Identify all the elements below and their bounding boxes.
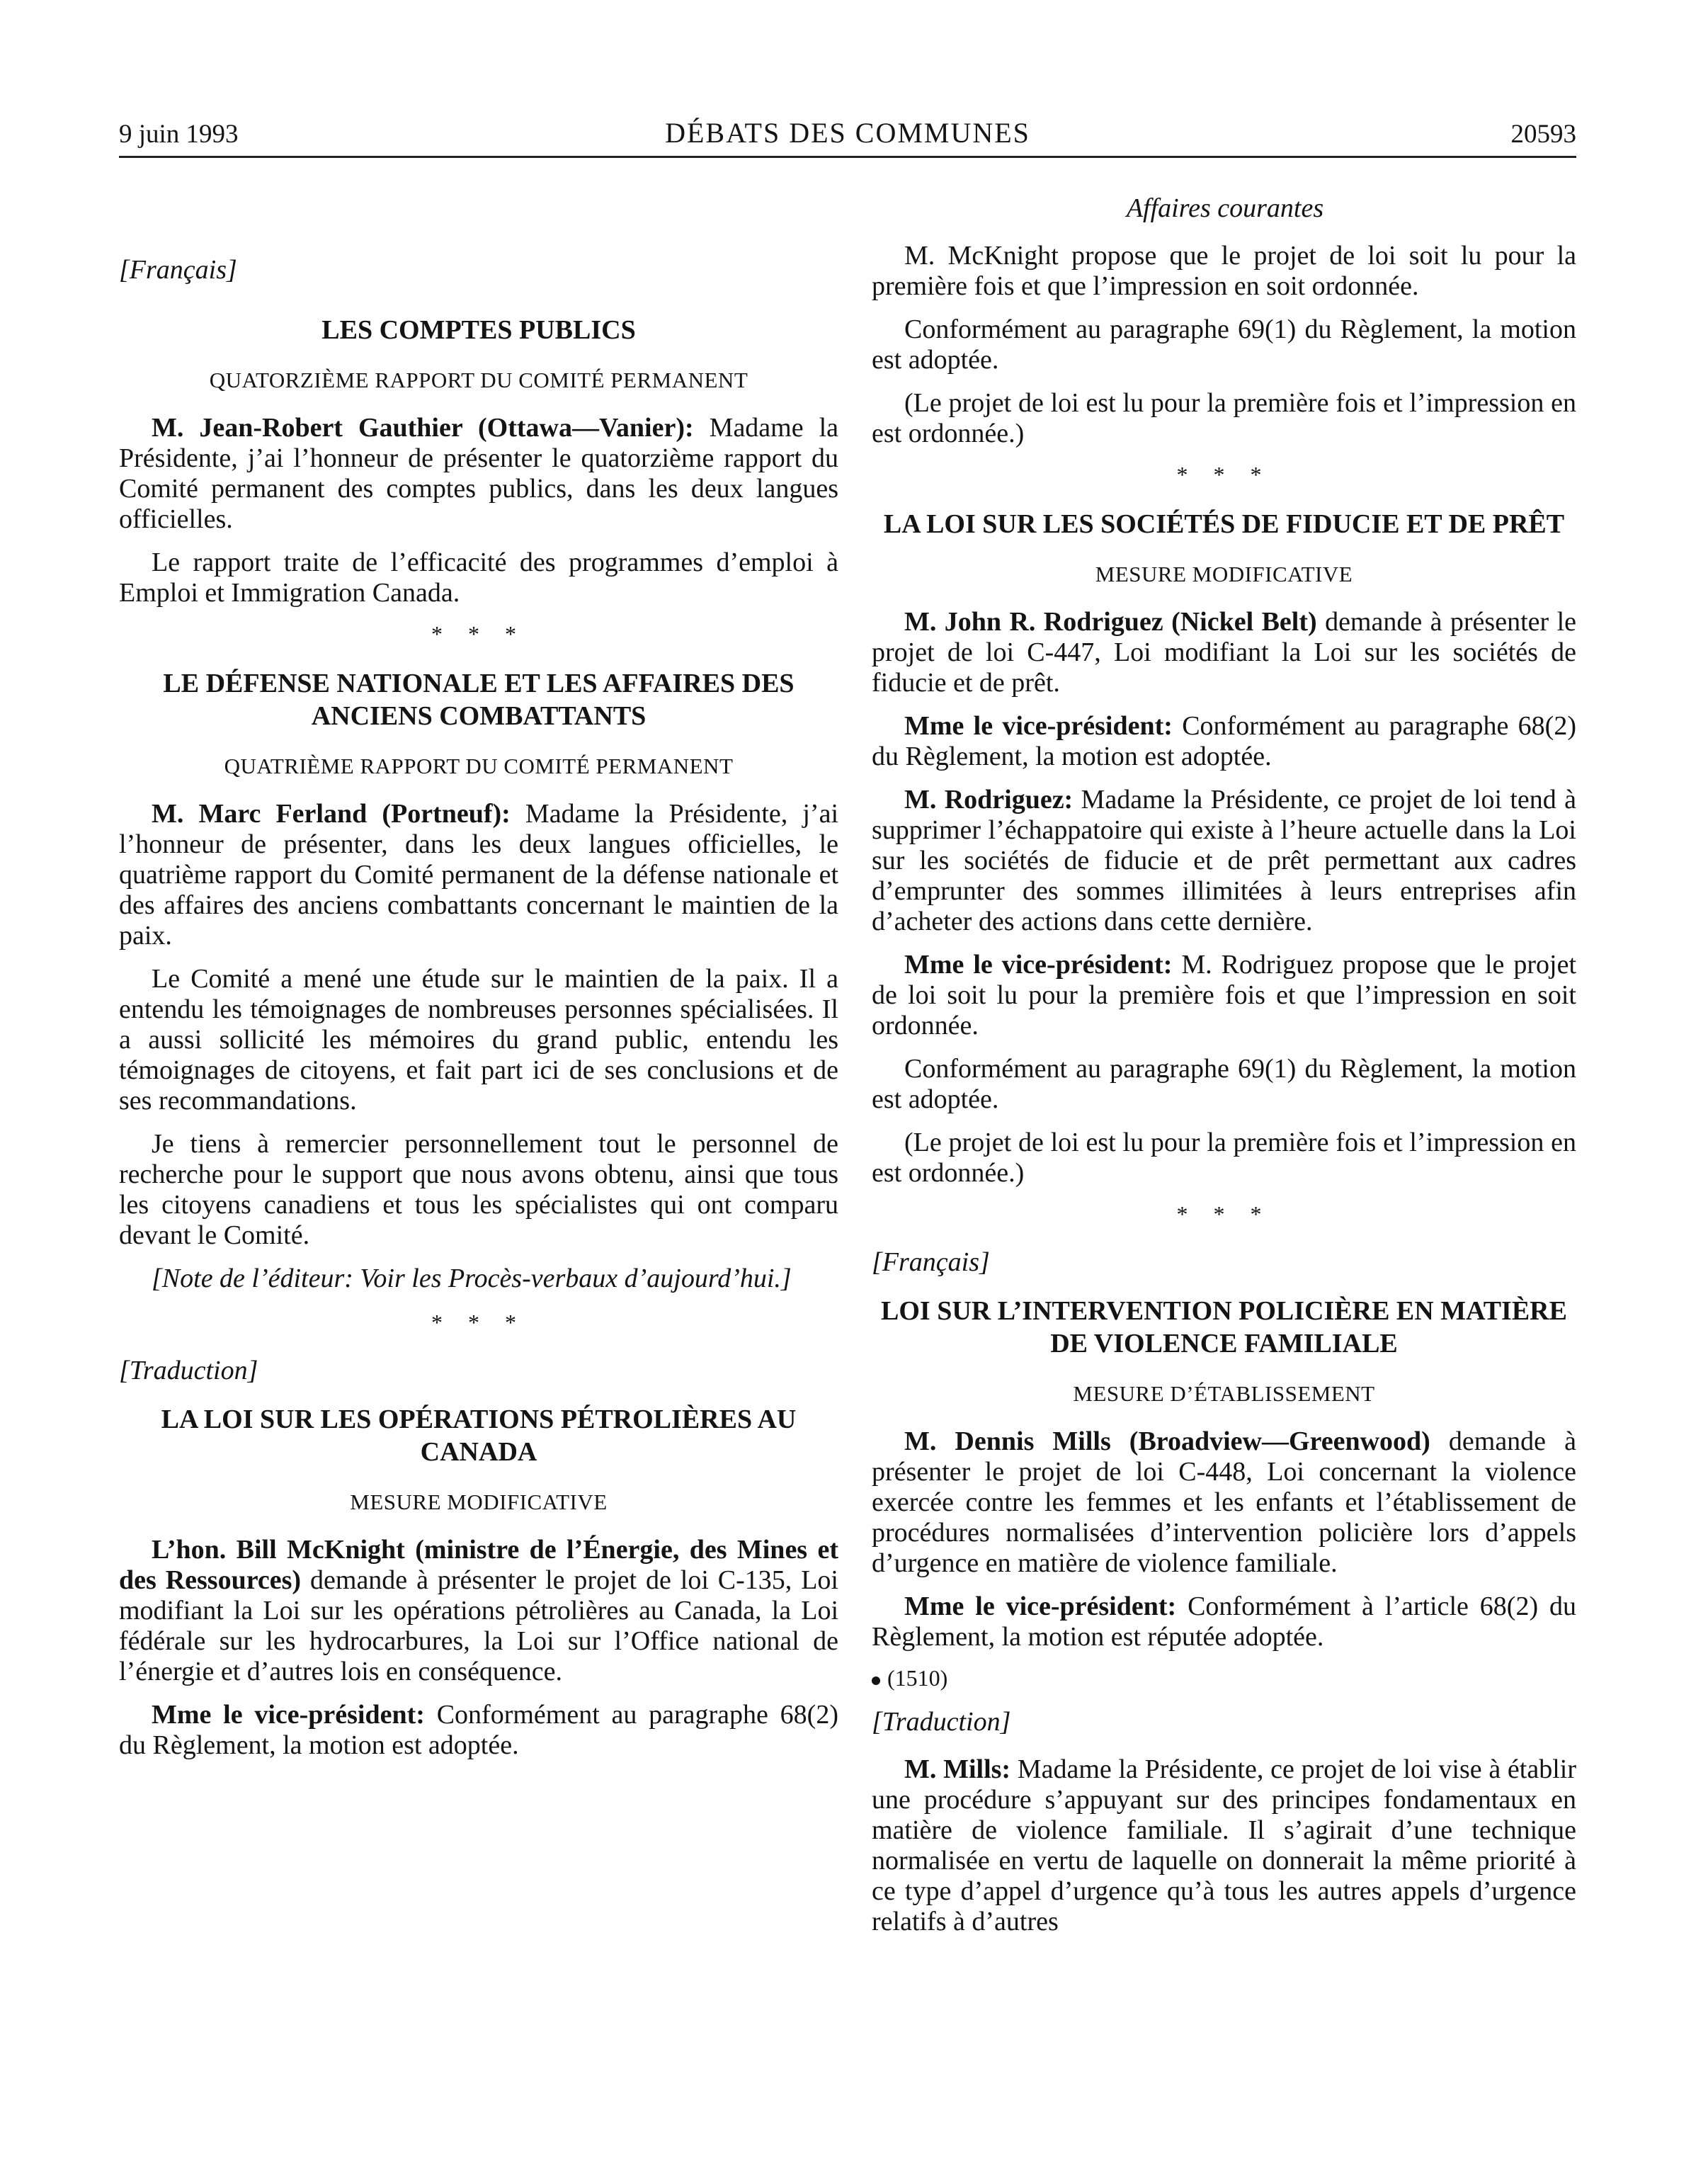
paragraph xyxy=(119,1535,838,1687)
speech-text: Conformément au paragraphe 68(2) du Règlement, la motion est adoptée. xyxy=(119,1700,838,1760)
speaker-name: M. Marc Ferland (Portneuf): xyxy=(152,799,511,829)
speech-text: Madame la Présidente, ce projet de loi vise à établir une procédure s’appuyant sur des principes fondamentaux en matière de violence familiale. Il s’agirait d’une technique normalisée en vertu de laquelle on donnerait la même priorité à ce type d’appel d’urgence qu’à tous les autres appels d’urgence relatifs à d’autres xyxy=(872,1754,1576,1936)
paragraph xyxy=(119,799,838,951)
subheading-fiducie: MESURE MODIFICATIVE xyxy=(1095,562,1353,586)
subheading-petroliere: MESURE MODIFICATIVE xyxy=(350,1490,608,1514)
speech-text: Madame la Présidente, j’ai l’honneur de présenter, dans les deux langues officielles, le quatrième rapport du Comité permanent de la défense nationale et des affaires des anciens combattants concernant le maintien de la paix. xyxy=(119,799,839,951)
speaker-name: M. Mills: xyxy=(904,1754,1011,1784)
section-separator: * * * xyxy=(1176,1201,1272,1227)
heading-petroliere: LA LOI SUR LES OPÉRATIONS PÉTROLIÈRES AU CANADA xyxy=(161,1405,797,1467)
speaker-name: Mme le vice-président: xyxy=(904,711,1173,741)
left-column xyxy=(119,241,838,1774)
paragraph xyxy=(872,785,1576,937)
heading-violence: LOI SUR L’INTERVENTION POLICIÈRE EN MATIÈRE DE VIOLENCE FAMILIALE xyxy=(881,1296,1567,1358)
header-date: 9 juin 1993 xyxy=(119,120,239,149)
paragraph: Conformément au paragraphe 69(1) du Règlement, la motion est adoptée. xyxy=(872,314,1576,375)
paragraph xyxy=(872,607,1576,698)
subheading-defense: QUATRIÈME RAPPORT DU COMITÉ PERMANENT xyxy=(224,754,734,778)
paragraph: (Le projet de loi est lu pour la première fois et l’impression en est ordonnée.) xyxy=(872,1128,1576,1188)
speaker-name: Mme le vice-président: xyxy=(152,1700,425,1730)
language-tag: [Français] xyxy=(872,1247,990,1277)
paragraph xyxy=(872,1592,1576,1652)
section-title: Affaires courantes xyxy=(1126,193,1324,223)
running-header xyxy=(119,113,1576,158)
timestamp: (1510) xyxy=(887,1665,948,1691)
heading-fiducie: LA LOI SUR LES SOCIÉTÉS DE FIDUCIE ET DE PRÊT xyxy=(883,509,1565,539)
page-number: 20593 xyxy=(1510,120,1576,149)
speaker-name: L’hon. Bill McKnight (ministre de l’Énergie, des Mines et des Ressources) xyxy=(119,1535,838,1595)
paragraph xyxy=(872,711,1576,772)
speech-text: demande à présenter le projet de loi C-447, Loi modifiant la Loi sur les sociétés de fiducie et de prêt. xyxy=(872,607,1576,698)
right-column xyxy=(872,241,1576,1950)
section-separator: * * * xyxy=(1176,462,1272,487)
language-tag: [Traduction] xyxy=(872,1707,1011,1737)
paragraph: Le Comité a mené une étude sur le maintien de la paix. Il a entendu les témoignages de nombreuses personnes spécialisées. Il a aussi sollicité les mémoires du grand public, entendu les témoignages de citoyens, et fait part ici de ses conclusions et de ses recommandations. xyxy=(119,964,838,1116)
section-separator: * * * xyxy=(431,621,526,647)
paragraph: (Le projet de loi est lu pour la première fois et l’impression en est ordonnée.) xyxy=(872,388,1576,448)
speaker-name: M. John R. Rodriguez (Nickel Belt) xyxy=(904,607,1317,637)
speaker-name: Mme le vice-président: xyxy=(904,950,1173,980)
paragraph: Conformément au paragraphe 69(1) du Règlement, la motion est adoptée. xyxy=(872,1054,1576,1114)
subheading-violence: MESURE D’ÉTABLISSEMENT xyxy=(1073,1381,1375,1406)
editor-note xyxy=(119,1264,838,1294)
paragraph: Le rapport traite de l’efficacité des programmes d’emploi à Emploi et Immigration Canada. xyxy=(119,547,838,608)
bullet-icon xyxy=(872,1676,880,1685)
speech-text: demande à présenter le projet de loi C-135, Loi modifiant la Loi sur les opérations pétrolières au Canada, la Loi fédérale sur les hydrocarbures, la Loi sur l’Office national de l’énergie et d’autres lois en conséquence. xyxy=(119,1565,838,1686)
speech-text: Madame la Présidente, ce projet de loi tend à supprimer l’échappatoire qui existe à l’heure actuelle dans la Loi sur les sociétés de fiducie et de prêt permettant aux cadres d’emprunter des sommes illimitées à leurs entreprises afin d’acheter des actions dans cette dernière. xyxy=(872,785,1576,936)
header-title: DÉBATS DES COMMUNES xyxy=(665,117,1030,149)
speech-text: demande à présenter le projet de loi C-448, Loi concernant la violence exercée contre les femmes et les enfants et l’établissement de procédures normalisées d’intervention policière lors d’appels d’urgence en matière de violence familiale. xyxy=(872,1426,1576,1578)
paragraph: M. McKnight propose que le projet de loi soit lu pour la première fois et que l’impression en soit ordonnée. xyxy=(872,241,1576,301)
speaker-name: Mme le vice-président: xyxy=(904,1592,1177,1621)
subheading-comptes: QUATORZIÈME RAPPORT DU COMITÉ PERMANENT xyxy=(209,368,748,392)
paragraph xyxy=(872,1754,1576,1937)
heading-defense: LE DÉFENSE NATIONALE ET LES AFFAIRES DES ANCIENS COMBATTANTS xyxy=(163,669,795,731)
language-tag: [Français] xyxy=(119,255,237,285)
speech-text: Conformément au paragraphe 68(2) du Règlement, la motion est adoptée. xyxy=(872,711,1576,771)
speech-text: M. Rodriguez propose que le projet de loi soit lu pour la première fois et que l’impression en soit ordonnée. xyxy=(872,950,1576,1040)
speech-text: Madame la Présidente, j’ai l’honneur de présenter le quatorzième rapport du Comité permanent des comptes publics, dans les deux langues officielles. xyxy=(119,413,839,534)
speaker-name: M. Dennis Mills (Broadview—Greenwood) xyxy=(904,1426,1430,1456)
section-separator: * * * xyxy=(431,1310,526,1335)
speaker-name: M. Rodriguez: xyxy=(904,785,1074,815)
speech-text: Conformément à l’article 68(2) du Règlement, la motion est réputée adoptée. xyxy=(872,1592,1576,1652)
time-marker xyxy=(872,1665,1576,1691)
paragraph xyxy=(872,1426,1576,1579)
paragraph xyxy=(119,1700,838,1761)
paragraph xyxy=(119,413,838,535)
speaker-name: M. Jean-Robert Gauthier (Ottawa—Vanier): xyxy=(152,413,694,443)
editor-note-text: [Note de l’éditeur: Voir les Procès-verbaux d’aujourd’hui.] xyxy=(152,1264,792,1293)
language-tag: [Traduction] xyxy=(119,1356,258,1385)
paragraph: Je tiens à remercier personnellement tout le personnel de recherche pour le support que nous avons obtenu, ainsi que tous les citoyens canadiens et tous les spécialistes qui ont comparu devant le Comité. xyxy=(119,1129,838,1250)
heading-comptes-publics: LES COMPTES PUBLICS xyxy=(321,315,636,345)
paragraph xyxy=(872,950,1576,1041)
